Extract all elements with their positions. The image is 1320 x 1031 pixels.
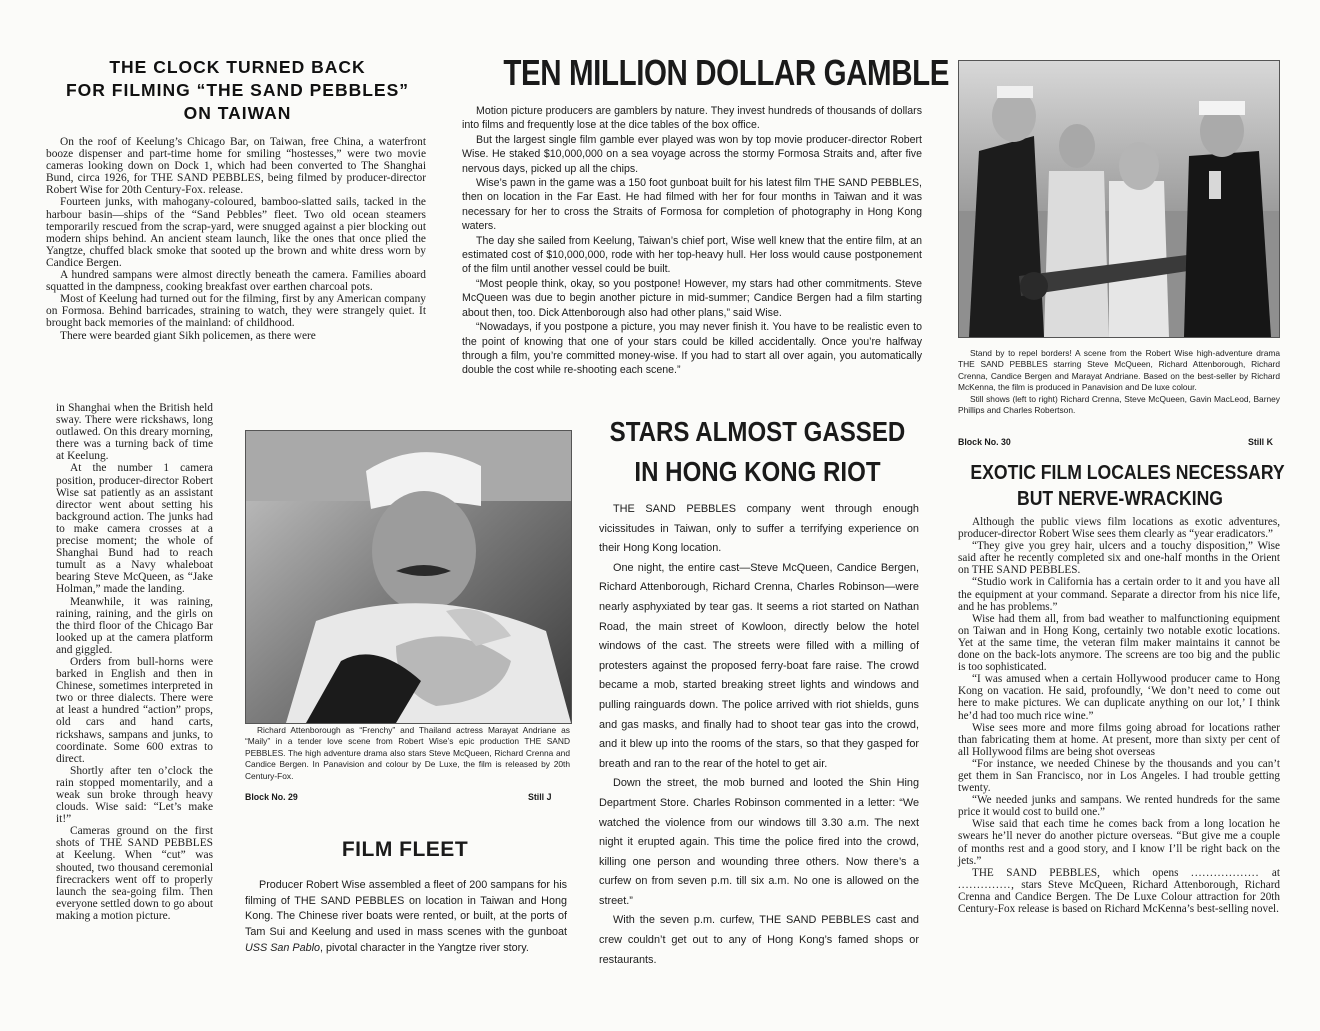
blank-theatre: .............., bbox=[958, 878, 1015, 891]
riot-paragraph: THE SAND PEBBLES company went through enough vicissitudes in Taiwan, only to suffer a terrifying experience on their Hong Kong location. bbox=[599, 503, 919, 555]
exotic-closing bbox=[958, 867, 1280, 915]
gamble-paragraph: “Nowadays, if you postpone a picture, you may never finish it. You have to be realistic even to the point of knowing that one of your stars could be killed accidentally. Once you’re halfway through a film, you’re committed money-wise. If you had to start all over again, you automatically double the cost while re-shooting each scene.” bbox=[462, 321, 922, 377]
fleet-body bbox=[245, 878, 567, 957]
headline-clock-line2: FOR FILMING “THE SAND PEBBLES” bbox=[65, 80, 410, 100]
gamble-body bbox=[462, 104, 922, 378]
exotic-paragraph: “Studio work in California has a certain order to it and you have all the equipment at your command. Separate a director from his nice life, and he has problems.” bbox=[958, 576, 1280, 613]
exotic-closing-start: THE SAND PEBBLES, which opens bbox=[972, 866, 1179, 879]
clock-body-wide bbox=[46, 136, 426, 342]
clock-paragraph: A hundred sampans were almost directly beneath the camera. Families aboard squatted in the dampness, cooking breakfast over earthen charcoal pots. bbox=[46, 269, 426, 294]
exotic-paragraph: Wise had them all, from bad weather to malfunctioning equipment on Taiwan and in Hong Kong, certainly two notable exotic locations. Yet at the same time, the veteran film maker maintains it cannot be done on the back-lots anymore. The screens are too big and the public is too sophisticated. bbox=[958, 612, 1280, 674]
clock-paragraph: At the number 1 camera position, producer-director Robert Wise sat patiently as an assistant director went about setting his background action. The junks had to make camera crosses at a precise moment; the whole of Shanghai Bund had to reach tumult as a Navy whaleboat bearing Steve McQueen, as “Jake Holman,” made the landing. bbox=[56, 462, 213, 596]
headline-exotic-line1: EXOTIC FILM LOCALES NECESSARY bbox=[970, 462, 1285, 484]
exotic-paragraph: Wise sees more and more films going abroad for locations rather than fabricating them at home. At present, more than sixty per cent of all Hollywood films are being shot overseas bbox=[958, 721, 1280, 758]
clock-paragraph: Shortly after ten o’clock the rain stopped momentarily, and a weak sun broke through heavy clouds. Wise said: “Let’s make it!” bbox=[56, 764, 213, 826]
caption-frenchy-text: Richard Attenborough as “Frenchy” and Thailand actress Marayat Andriane as “Maily” in a tender love scene from Robert Wise’s epic production THE SAND PEBBLES. The high adventure drama also stars Steve McQueen, Richard Crenna and Candice Bergen. In Panavision and colour by De Luxe, the film is released by 20th Century-Fox. bbox=[245, 725, 570, 781]
riot-paragraph: With the seven p.m. curfew, THE SAND PEBBLES cast and crew couldn’t get out to any of Hong Kong’s famed shops or restaurants. bbox=[599, 914, 919, 966]
blank-date: .................. bbox=[1191, 866, 1260, 879]
block-number-29: Block No. 29 bbox=[245, 792, 298, 802]
headline-clock bbox=[30, 56, 445, 125]
headline-riot-line1: STARS ALMOST GASSED bbox=[609, 416, 906, 447]
photo-repel-borders bbox=[958, 60, 1280, 338]
clock-paragraph: Orders from bull-horns were barked in English and then in Chinese, sometimes interpreted in two or three dialects. There were at least a hundred “action” props, old cars and hand carts, rickshaws, sampans and junks, to coordinate. Some 600 extras to direct. bbox=[56, 655, 213, 765]
exotic-paragraph: Although the public views film locations as exotic adventures, producer-director Robert Wise sees them clearly as “year eradicators.” bbox=[958, 516, 1280, 541]
still-j: Still J bbox=[528, 792, 552, 802]
exotic-body bbox=[958, 516, 1280, 915]
headline-riot-line2: IN HONG KONG RIOT bbox=[634, 456, 881, 487]
riot-paragraph: Down the street, the mob burned and looted the Shin Hing Department Store. Charles Robinson commented in a letter: “We watched the violence from our windows till 3.30 a.m. The next night it erupted again. This time the police fired into the crowd, killing one person and wounding three others. Now there’s a curfew on from seven p.m. till six a.m. No one is allowed on the street.” bbox=[599, 777, 919, 907]
headline-film-fleet: FILM FLEET bbox=[341, 838, 469, 861]
photo-frenchy-image bbox=[246, 431, 571, 723]
exotic-paragraph: “For instance, we needed Chinese by the thousands and you can’t get them in San Francisco, nor in Los Angeles. I had trouble getting twenty. bbox=[958, 757, 1280, 795]
block-number-30: Block No. 30 bbox=[958, 437, 1011, 447]
gamble-paragraph: But the largest single film gamble ever played was won by top movie producer-director Robert Wise. He staked $10,000,000 on a sea voyage across the stormy Formosa Straits and, after five nervous days, picked up all the chips. bbox=[462, 133, 922, 175]
headline-clock-line3: ON TAIWAN bbox=[183, 103, 292, 123]
caption-repel-borders bbox=[958, 348, 1280, 416]
clock-paragraph: On the roof of Keelung’s Chicago Bar, on Taiwan, free China, a waterfront booze dispenser and part-time home for smiling “hostesses,” were two movie cameras looking down on Dock 1, which had been converted to The Shanghai Bund, circa 1926, for THE SAND PEBBLES, being filmed by producer-director Robert Wise for 20th Century-Fox. release. bbox=[46, 136, 426, 197]
headline-riot bbox=[585, 412, 930, 492]
caption-frenchy bbox=[245, 725, 570, 782]
exotic-closing-rest: stars Steve McQueen, Richard Attenborough, Richard Crenna and Candice Bergen. The De Luxe Colour attraction for 20th Century-Fox release is based on Richard McKenna’s best-selling novel. bbox=[958, 878, 1281, 915]
gamble-paragraph: Motion picture producers are gamblers by nature. They invest hundreds of thousands of dollars into films and frequently lose at the dice tables of the box office. bbox=[462, 105, 922, 132]
clock-paragraph: Cameras ground on the first shots of THE SAND PEBBLES at Keelung. When “cut” was shouted, two thousand ceremonial firecrackers went off to properly launch the sea-going film. Then everyone settled down to go about making a motion picture. bbox=[56, 825, 213, 922]
fleet-ship-name: USS San Pablo bbox=[245, 941, 321, 954]
exotic-paragraph: “We needed junks and sampans. We rented hundreds for the same price it would cost to build one.” bbox=[958, 794, 1280, 819]
caption-repel-text: Still shows (left to right) Richard Crenna, Steve McQueen, Gavin MacLeod, Barney Phillips and Charles Robertson. bbox=[958, 393, 1280, 416]
gamble-paragraph: The day she sailed from Keelung, Taiwan’s chief port, Wise well knew that the entire film, at an estimated cost of $10,000,000, rode with her top-heavy hull. Her loss would cause postponement of the film until another vessel could be built. bbox=[462, 234, 922, 276]
exotic-paragraph: “I was amused when a certain Hollywood producer came to Hong Kong on vacation. He said, profoundly, ‘We don’t need to come out here to make pictures. We can duplicate anything on our lot,’ I think he’d had too much rice wine.” bbox=[958, 673, 1280, 722]
riot-paragraph: One night, the entire cast—Steve McQueen, Candice Bergen, Richard Attenborough, Richard Crenna, Charles Robinson—were nearly asphyxiated by tear gas. It seems a riot started on Nathan Road, the main street of Kowloon, directly below the hotel windows of the cast. The streets were filled with a milling of protesters against the proposed ferry-boat fare raise. The crowd became a mob, started breaking street lights and windows and pulling rainguards down. The police arrived with riot shields, guns and gas masks, and finally had to shoot tear gas into the crowd, and it blew up into the rooms of the stars, so that they gasped for breath and ran to the rear of the hotel to get air. bbox=[599, 561, 919, 770]
fleet-text-after: , pivotal character in the Yangtze river story. bbox=[320, 941, 529, 954]
exotic-paragraph: “They give you grey hair, ulcers and a touchy disposition,” Wise said after he recently completed six and one-half months in the Orient on THE SAND PEBBLES. bbox=[958, 540, 1280, 577]
headline-gamble: TEN MILLION DOLLAR GAMBLE bbox=[503, 52, 950, 93]
headline-clock-line1: THE CLOCK TURNED BACK bbox=[109, 57, 366, 77]
exotic-closing-at: at bbox=[1271, 866, 1280, 879]
headline-exotic bbox=[950, 460, 1290, 512]
clock-paragraph: There were bearded giant Sikh policemen, as there were bbox=[60, 329, 316, 342]
clock-paragraph: Most of Keelung had turned out for the filming, first by any American company on Formosa. Behind barricades, straining to watch, they were strangely quiet. It brought back memories of the mainland: of childhood. bbox=[46, 293, 426, 330]
photo-frenchy-maily bbox=[245, 430, 572, 724]
gamble-paragraph: Wise’s pawn in the game was a 150 foot gunboat built for his latest film THE SAND PEBBLES, then on location in the Far East. He had filmed with her for four months in Taiwan and it was necessary for her to cross the Straits of Formosa for completion of photography in Hong Kong waters. bbox=[462, 177, 922, 233]
clock-paragraph: in Shanghai when the British held sway. There were rickshaws, long outlawed. On this dreary morning, there was a turning back of time at Keelung. bbox=[56, 402, 213, 463]
gamble-paragraph: “Most people think, okay, so you postpone! However, my stars had other commitments. Steve McQueen was due to begin another picture in mid-summer; Candice Bergen had a film starting about then, too. Dick Attenborough also had other plans,” said Wise. bbox=[462, 277, 922, 319]
headline-exotic-line2: BUT NERVE-WRACKING bbox=[1016, 488, 1223, 510]
clock-paragraph: Fourteen junks, with mahogany-coloured, bamboo-slatted sails, tacked in the harbour basin—ships of the “Sand Pebbles” fleet. Two old ocean steamers temporarily rescued from the scrap-yard, were snugged against a pier blocking out modern ships behind. An ancient steam launch, like the ones that once plied the Yangtze, chuffed black smoke that sooted up the brown and white dress worn by Candice Bergen. bbox=[46, 196, 426, 269]
exotic-paragraph: Wise said that each time he comes back from a long location he swears he’ll never do another picture overseas. “But give me a couple of months rest and a good story, and I know I’ll be right back on the jets.” bbox=[958, 818, 1280, 867]
still-k: Still K bbox=[1248, 437, 1273, 447]
caption-repel-text: Stand by to repel borders! A scene from the Robert Wise high-adventure drama THE SAND PEBBLES starring Steve McQueen, Richard Attenborough, Richard Crenna, Candice Bergen and Marayat Andriane. Based on the best-seller by Richard McKenna, the film is produced in Panavision and De luxe colour. bbox=[958, 348, 1280, 393]
riot-body bbox=[599, 500, 919, 970]
fleet-paragraph bbox=[245, 878, 567, 957]
clock-body-narrow bbox=[56, 402, 213, 922]
fleet-text-before: Producer Robert Wise assembled a fleet of 200 sampans for his filming of THE SAND PEBBLES on location in Taiwan and Hong Kong. The Chinese river boats were rented, or built, at the ports of Tam Sui and Keelung and used in mass scenes with the gunboat bbox=[245, 879, 567, 939]
photo-repel-borders-image bbox=[959, 61, 1279, 337]
clock-paragraph: Meanwhile, it was raining, raining, raining, and the girls on the third floor of the Chicago Bar looked up at the camera platform and giggled. bbox=[56, 595, 213, 656]
